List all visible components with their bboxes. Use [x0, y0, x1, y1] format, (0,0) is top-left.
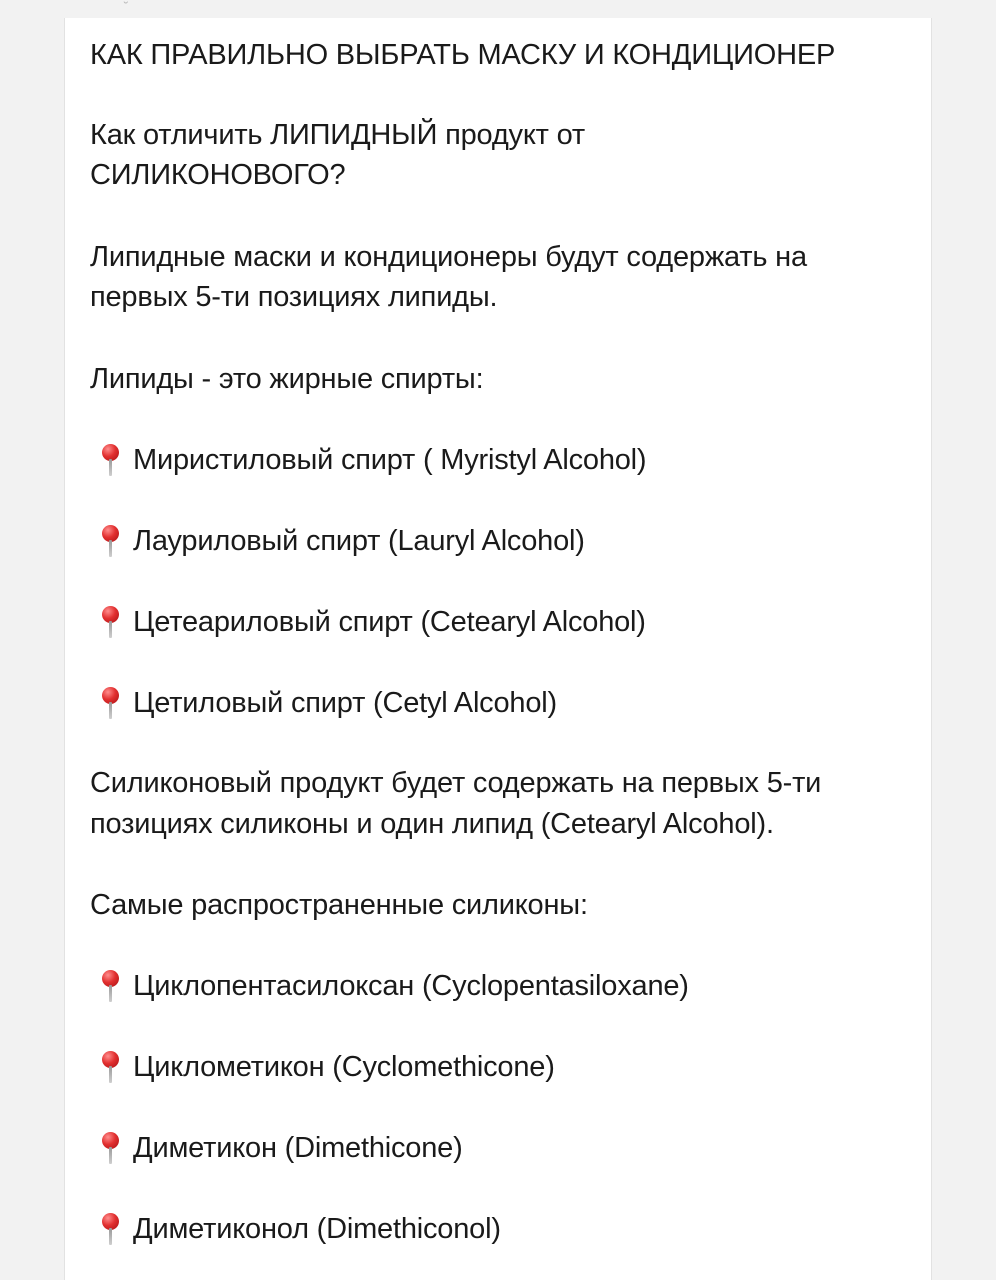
document-title: КАК ПРАВИЛЬНО ВЫБРАТЬ МАСКУ И КОНДИЦИОНЕР [90, 39, 836, 71]
list-item-silicone-1 [97, 966, 689, 1006]
list-item-lipid-4 [97, 683, 557, 723]
pushpin-icon [97, 1129, 123, 1167]
lipid-intro-line-2: первых 5-ти позициях липиды. [90, 281, 498, 313]
silicone-intro-line-1: Силиконовый продукт будет содержать на первых 5-ти [90, 767, 822, 799]
list-item-label: Цетиловый спирт (Cetyl Alcohol) [133, 686, 557, 719]
silicones-heading: Самые распространенные силиконы: [90, 889, 588, 921]
list-item-lipid-3 [97, 602, 646, 642]
pushpin-icon [97, 522, 123, 560]
silicone-intro-line-2: позициях силиконы и один липид (Cetearyl Alcohol). [90, 808, 774, 840]
pushpin-icon [97, 967, 123, 1005]
question-line-1: Как отличить ЛИПИДНЫЙ продукт от [90, 119, 585, 151]
pushpin-icon [97, 603, 123, 641]
list-item-lipid-1 [97, 440, 646, 480]
pushpin-icon [97, 1210, 123, 1248]
pushpin-icon [97, 1048, 123, 1086]
list-item-label: Циклометикон (Cyclomethicone) [133, 1050, 555, 1083]
top-mark-icon: ˘ [123, 0, 129, 14]
lipids-heading: Липиды - это жирные спирты: [90, 363, 484, 395]
list-item-silicone-3 [97, 1128, 463, 1168]
list-item-label: Цетеариловый спирт (Cetearyl Alcohol) [133, 605, 646, 638]
list-item-silicone-4 [97, 1209, 501, 1249]
list-item-label: Циклопентасилоксан (Cyclopentasiloxane) [133, 969, 689, 1002]
list-item-lipid-2 [97, 521, 585, 561]
question-line-2: СИЛИКОНОВОГО? [90, 159, 346, 191]
pushpin-icon [97, 441, 123, 479]
lipid-intro-line-1: Липидные маски и кондиционеры будут содержать на [90, 241, 807, 273]
list-item-label: Диметикон (Dimethicone) [133, 1131, 463, 1164]
list-item-label: Лауриловый спирт (Lauryl Alcohol) [133, 524, 585, 557]
list-item-label: Миристиловый спирт ( Myristyl Alcohol) [133, 443, 647, 476]
list-item-silicone-2 [97, 1047, 555, 1087]
list-item-label: Диметиконол (Dimethiconol) [133, 1212, 501, 1245]
pushpin-icon [97, 684, 123, 722]
document-page [64, 18, 932, 1280]
